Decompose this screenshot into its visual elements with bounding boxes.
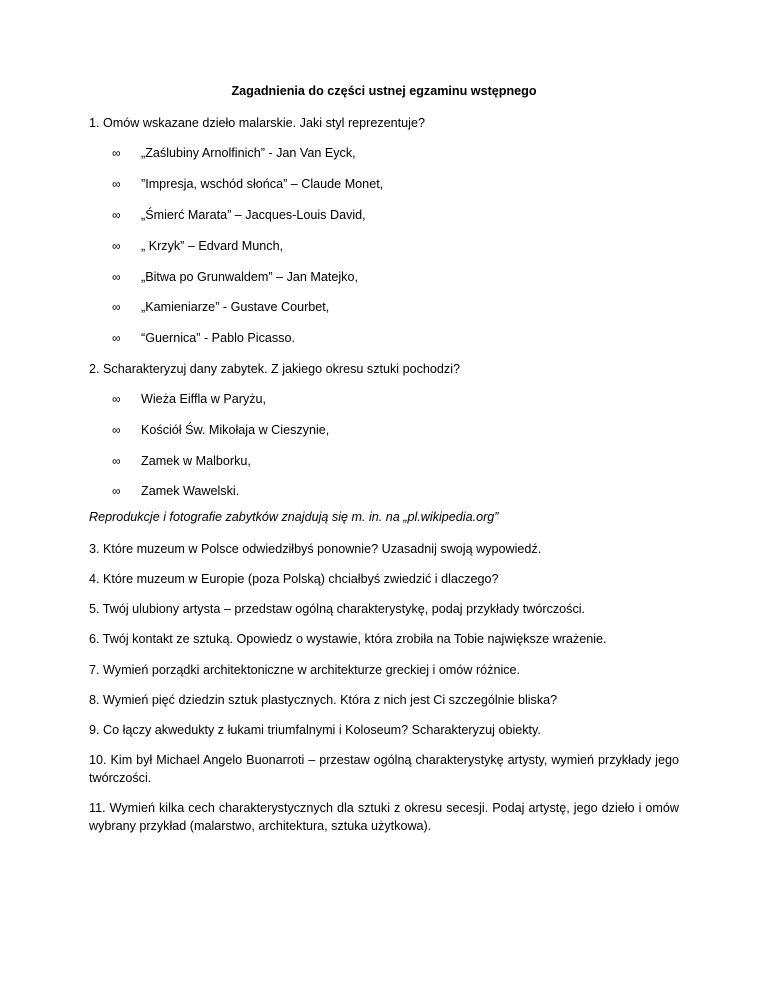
question-10: 10. Kim był Michael Angelo Buonarroti – przestaw ogólną charakterystykę artysty, wymień przykłady jego twórczości. bbox=[89, 753, 679, 785]
page-title: Zagadnienia do części ustnej egzaminu wstępnego bbox=[231, 84, 537, 98]
list-item-text: „Kamieniarze” - Gustave Courbet, bbox=[141, 300, 330, 314]
question-4: 4. Które muzeum w Europie (poza Polską) chciałbyś zwiedzić i dlaczego? bbox=[89, 572, 499, 586]
infinity-bullet-icon: ∞ bbox=[112, 208, 121, 222]
list-item bbox=[112, 268, 672, 286]
infinity-bullet-icon: ∞ bbox=[112, 300, 121, 314]
infinity-bullet-icon: ∞ bbox=[112, 484, 121, 498]
list-item bbox=[112, 298, 672, 316]
infinity-bullet-icon: ∞ bbox=[112, 146, 121, 160]
question-11: 11. Wymień kilka cech charakterystycznych dla sztuki z okresu secesji. Podaj artystę, jego dzieło i omów wybrany przykład (malarstwo, architektura, sztuka użytkowa). bbox=[89, 801, 679, 833]
list-item bbox=[112, 144, 672, 162]
list-item-text: Kościół Św. Mikołaja w Cieszynie, bbox=[141, 423, 330, 437]
infinity-bullet-icon: ∞ bbox=[112, 454, 121, 468]
infinity-bullet-icon: ∞ bbox=[112, 331, 121, 345]
list-item bbox=[112, 482, 672, 500]
infinity-bullet-icon: ∞ bbox=[112, 177, 121, 191]
question-8: 8. Wymień pięć dziedzin sztuk plastycznych. Która z nich jest Ci szczególnie bliska? bbox=[89, 693, 558, 707]
question-9: 9. Co łączy akwedukty z łukami triumfalnymi i Koloseum? Scharakteryzuj obiekty. bbox=[89, 723, 541, 737]
question-7: 7. Wymień porządki architektoniczne w architekturze greckiej i omów różnice. bbox=[89, 663, 521, 677]
list-item bbox=[112, 452, 672, 470]
list-item bbox=[112, 421, 672, 439]
list-item-text: „ Krzyk” – Edvard Munch, bbox=[141, 239, 284, 253]
question-6: 6. Twój kontakt ze sztuką. Opowiedz o wystawie, która zrobiła na Tobie największe wrażenie. bbox=[89, 632, 607, 646]
list-item bbox=[112, 390, 672, 408]
list-item-text: “Guernica” - Pablo Picasso. bbox=[141, 331, 295, 345]
list-item bbox=[112, 329, 672, 347]
list-item-text: ”Impresja, wschód słońca” – Claude Monet, bbox=[141, 177, 384, 191]
question-2: 2. Scharakteryzuj dany zabytek. Z jakiego okresu sztuki pochodzi? bbox=[89, 362, 461, 376]
infinity-bullet-icon: ∞ bbox=[112, 270, 121, 284]
list-item-text: „Zaślubiny Arnolfinich” - Jan Van Eyck, bbox=[141, 146, 356, 160]
list-item-text: Wieża Eiffla w Paryżu, bbox=[141, 392, 267, 406]
list-item-text: Zamek w Malborku, bbox=[141, 454, 251, 468]
infinity-bullet-icon: ∞ bbox=[112, 423, 121, 437]
question-1: 1. Omów wskazane dzieło malarskie. Jaki styl reprezentuje? bbox=[89, 116, 425, 130]
list-item-text: „Śmierć Marata” – Jacques-Louis David, bbox=[141, 208, 366, 222]
question-5: 5. Twój ulubiony artysta – przedstaw ogólną charakterystykę, podaj przykłady twórczości. bbox=[89, 602, 586, 616]
list-item bbox=[112, 237, 672, 255]
infinity-bullet-icon: ∞ bbox=[112, 239, 121, 253]
infinity-bullet-icon: ∞ bbox=[112, 392, 121, 406]
list-item-text: Zamek Wawelski. bbox=[141, 484, 240, 498]
list-item bbox=[112, 206, 672, 224]
list-item bbox=[112, 175, 672, 193]
source-note: Reprodukcje i fotografie zabytków znajdują się m. in. na „pl.wikipedia.org” bbox=[89, 510, 499, 524]
list-item-text: „Bitwa po Grunwaldem” – Jan Matejko, bbox=[141, 270, 358, 284]
question-3: 3. Które muzeum w Polsce odwiedziłbyś ponownie? Uzasadnij swoją wypowiedź. bbox=[89, 542, 542, 556]
